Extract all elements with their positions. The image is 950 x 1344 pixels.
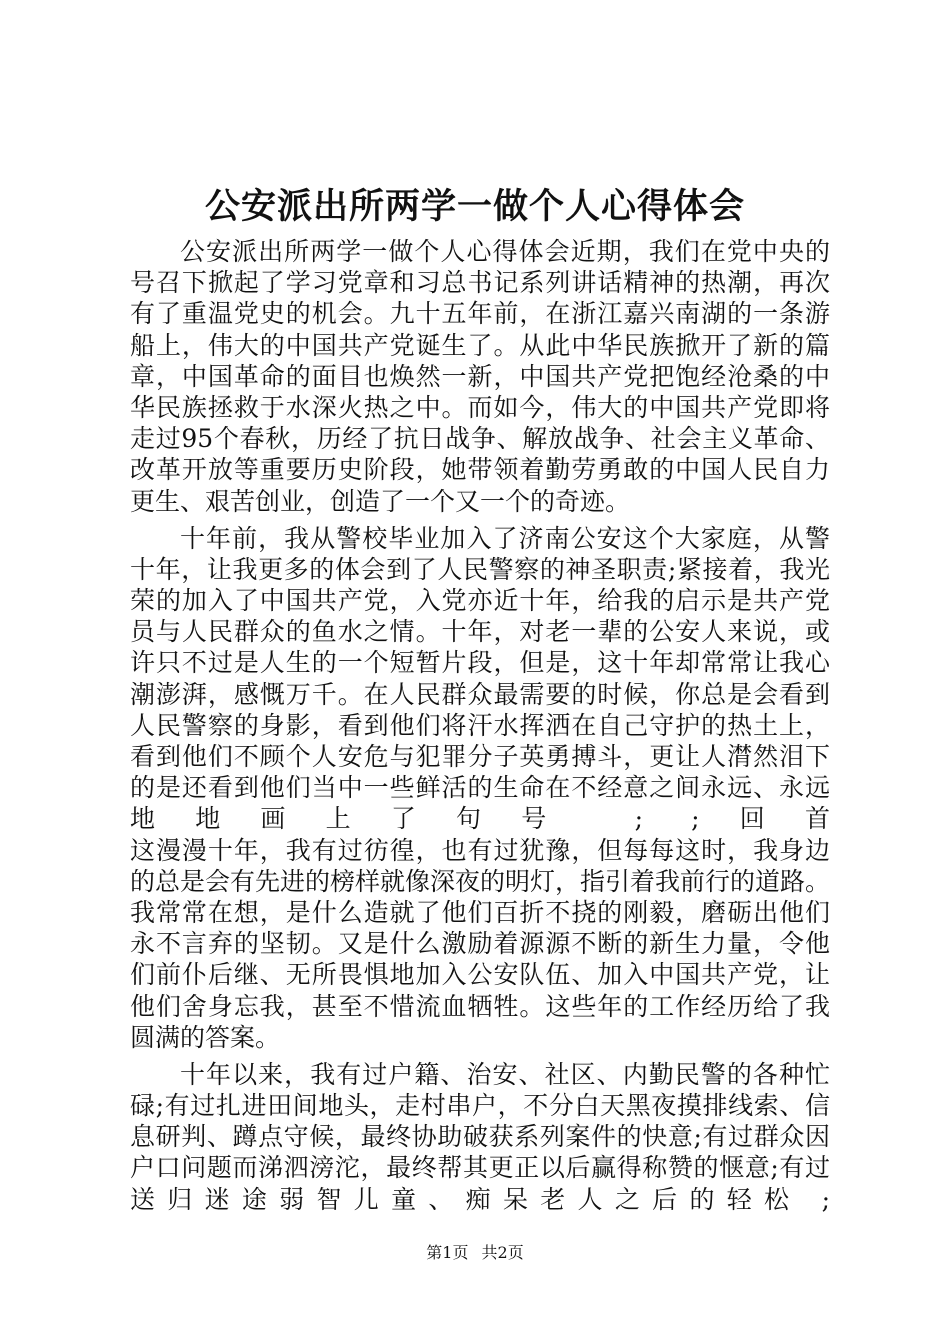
text-line: 户口问题而涕泗滂沱，最终帮其更正以后赢得称赞的惬意;有过 — [130, 1153, 830, 1183]
document-title: 公安派出所两学一做个人心得体会 — [204, 186, 745, 227]
text-line: 号召下掀起了学习党章和习总书记系列讲话精神的热潮，再次 — [130, 268, 830, 298]
text-line: 公安派出所两学一做个人心得体会近期，我们在党中央的 — [180, 237, 830, 266]
text-line: 改革开放等重要历史阶段，她带领着勤劳勇敢的中国人民自力 — [130, 455, 830, 485]
text-line: 永不言弃的坚韧。又是什么激励着源源不断的新生力量，令他 — [130, 929, 830, 959]
paragraph-3 — [130, 1059, 830, 1215]
text-line: 十年以来，我有过户籍、治安、社区、内勤民警的各种忙 — [180, 1059, 830, 1089]
page-total: 共2页 — [481, 1243, 524, 1262]
paragraph-2 — [130, 523, 830, 1053]
text-line: 潮澎湃，感慨万千。在人民群众最需要的时候，你总是会看到 — [130, 679, 830, 709]
text-line: 息研判、蹲点守候，最终协助破获系列案件的快意;有过群众因 — [130, 1122, 830, 1152]
text-line: 碌;有过扎进田间地头，走村串户，不分白天黑夜摸排线索、信 — [130, 1091, 830, 1121]
text-line: 看到他们不顾个人安危与犯罪分子英勇搏斗，更让人潸然泪下 — [130, 742, 830, 771]
text-line: 章，中国革命的面目也焕然一新，中国共产党把饱经沧桑的中 — [130, 361, 830, 391]
text-line: 他们舍身忘我，甚至不惜流血牺牲。这些年的工作经历给了我 — [130, 991, 830, 1021]
text-line: 的是还看到他们当中一些鲜活的生命在不经意之间永远、永远 — [130, 773, 830, 803]
text-line: 荣的加入了中国共产党，入党亦近十年，给我的启示是共产党 — [130, 586, 830, 616]
text-line: 船上，伟大的中国共产党诞生了。从此中华民族掀开了新的篇 — [130, 330, 830, 360]
text-line: 送归迷途弱智儿童、痴呆老人之后的轻松 ; — [130, 1184, 830, 1214]
text-line: 有了重温党史的机会。九十五年前，在浙江嘉兴南湖的一条游 — [130, 299, 830, 329]
text-line: 更生、艰苦创业，创造了一个又一个的奇迹。 — [130, 486, 631, 516]
text-line: 们前仆后继、无所畏惧地加入公安队伍、加入中国共产党，让 — [130, 960, 830, 990]
text-line: 的总是会有先进的榜样就像深夜的明灯，指引着我前行的道路。 — [130, 866, 830, 896]
text-line: 我常常在想，是什么造就了他们百折不挠的刚毅，磨砺出他们 — [130, 897, 830, 927]
text-line: 人民警察的身影，看到他们将汗水挥洒在自己守护的热土上， — [130, 710, 830, 740]
text-line: 许只不过是人生的一个短暂片段，但是，这十年却常常让我心 — [130, 648, 830, 678]
text-line: 圆满的答案。 — [130, 1022, 281, 1052]
paragraph-1 — [130, 236, 830, 517]
text-line: 这漫漫十年，我有过彷徨，也有过犹豫，但每每这时，我身边 — [130, 835, 830, 865]
text-line: 十年，让我更多的体会到了人民警察的神圣职责;紧接着，我光 — [130, 554, 830, 584]
document-body — [130, 236, 830, 1215]
text-line: 地地画上了句号 ; ;回首 — [130, 804, 830, 834]
text-line: 走过95个春秋，历经了抗日战争、解放战争、社会主义革命、 — [130, 424, 830, 454]
text-line: 员与人民群众的鱼水之情。十年，对老一辈的公安人来说，或 — [130, 617, 830, 647]
page-number: 第1页 — [426, 1243, 469, 1262]
page-footer — [0, 1242, 950, 1264]
text-line: 十年前，我从警校毕业加入了济南公安这个大家庭，从警 — [180, 523, 830, 553]
text-line: 华民族拯救于水深火热之中。而如今，伟大的中国共产党即将 — [130, 392, 830, 422]
